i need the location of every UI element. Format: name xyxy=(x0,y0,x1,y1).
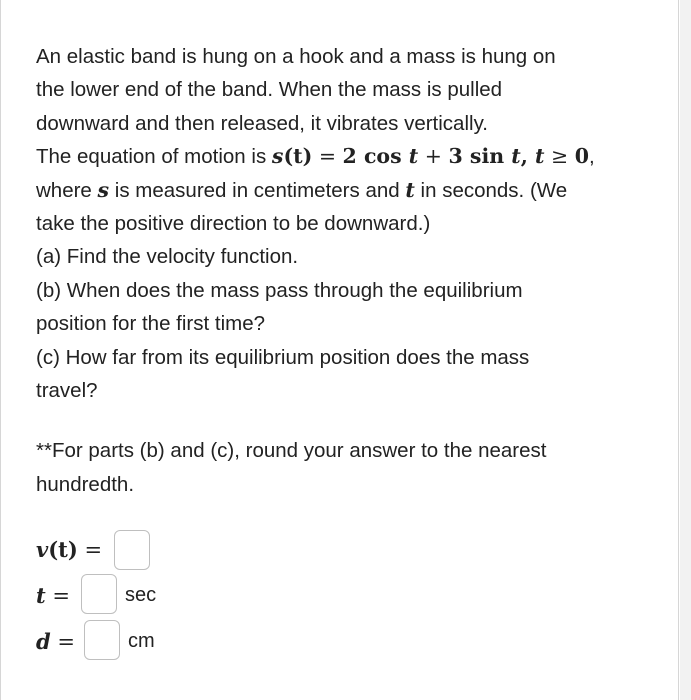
eq-sin: sin xyxy=(462,144,512,169)
eq-cos: cos xyxy=(356,144,409,169)
eq-t-3: t xyxy=(535,144,545,169)
eq-ge: ≥ xyxy=(544,144,575,169)
rounding-note-2: hundredth. xyxy=(36,472,135,496)
part-b-line-1: (b) When does the mass pass through the equilibrium xyxy=(36,278,523,302)
equation-intro: The equation of motion is xyxy=(36,145,267,169)
part-b-line-2: position for the first time? xyxy=(36,312,266,336)
part-c-line-2: travel? xyxy=(36,379,98,403)
eq-coef-1: 2 xyxy=(342,144,357,169)
problem-line-3: downward and then released, it vibrates vertically. xyxy=(36,111,488,135)
eq-zero: 0 xyxy=(574,144,590,169)
distance-label: d = xyxy=(36,629,75,654)
time-label: t = xyxy=(36,583,70,608)
velocity-input[interactable] xyxy=(114,530,150,570)
eq-equals: = xyxy=(312,144,343,169)
where-text-3: in seconds. (We xyxy=(420,178,568,202)
eq-s: s xyxy=(271,144,284,169)
eq-arg: (t) xyxy=(283,144,313,169)
where-t: t xyxy=(405,177,415,202)
where-text-1: where xyxy=(36,178,92,202)
scroll-edge xyxy=(680,0,691,700)
where-s: s xyxy=(97,177,110,202)
distance-input[interactable] xyxy=(84,620,120,660)
problem-line-2: the lower end of the band. When the mass is pulled xyxy=(36,78,503,102)
eq-t-2: t xyxy=(511,144,521,169)
time-unit: sec xyxy=(125,584,157,606)
eq-plus: + xyxy=(418,144,449,169)
where-line xyxy=(36,174,651,207)
direction-line: take the positive direction to be downward.) xyxy=(36,212,431,236)
part-c-line-1: (c) How far from its equilibrium position does the mass xyxy=(36,345,530,369)
eq-end: , xyxy=(589,145,595,169)
eq-t-1: t xyxy=(408,144,419,169)
part-a: (a) Find the velocity function. xyxy=(36,245,299,269)
rounding-note-1: **For parts (b) and (c), round your answer to the nearest xyxy=(36,439,547,463)
where-text-2: is measured in centimeters and xyxy=(114,178,400,202)
eq-sep: , xyxy=(520,144,536,169)
time-input[interactable] xyxy=(81,574,117,614)
eq-coef-2: 3 xyxy=(448,144,463,169)
equation-line xyxy=(36,140,651,173)
velocity-label: v(t) = xyxy=(36,537,103,562)
problem-text xyxy=(36,40,651,501)
problem-line-1: An elastic band is hung on a hook and a mass is hung on xyxy=(36,45,556,68)
distance-unit: cm xyxy=(128,630,155,652)
